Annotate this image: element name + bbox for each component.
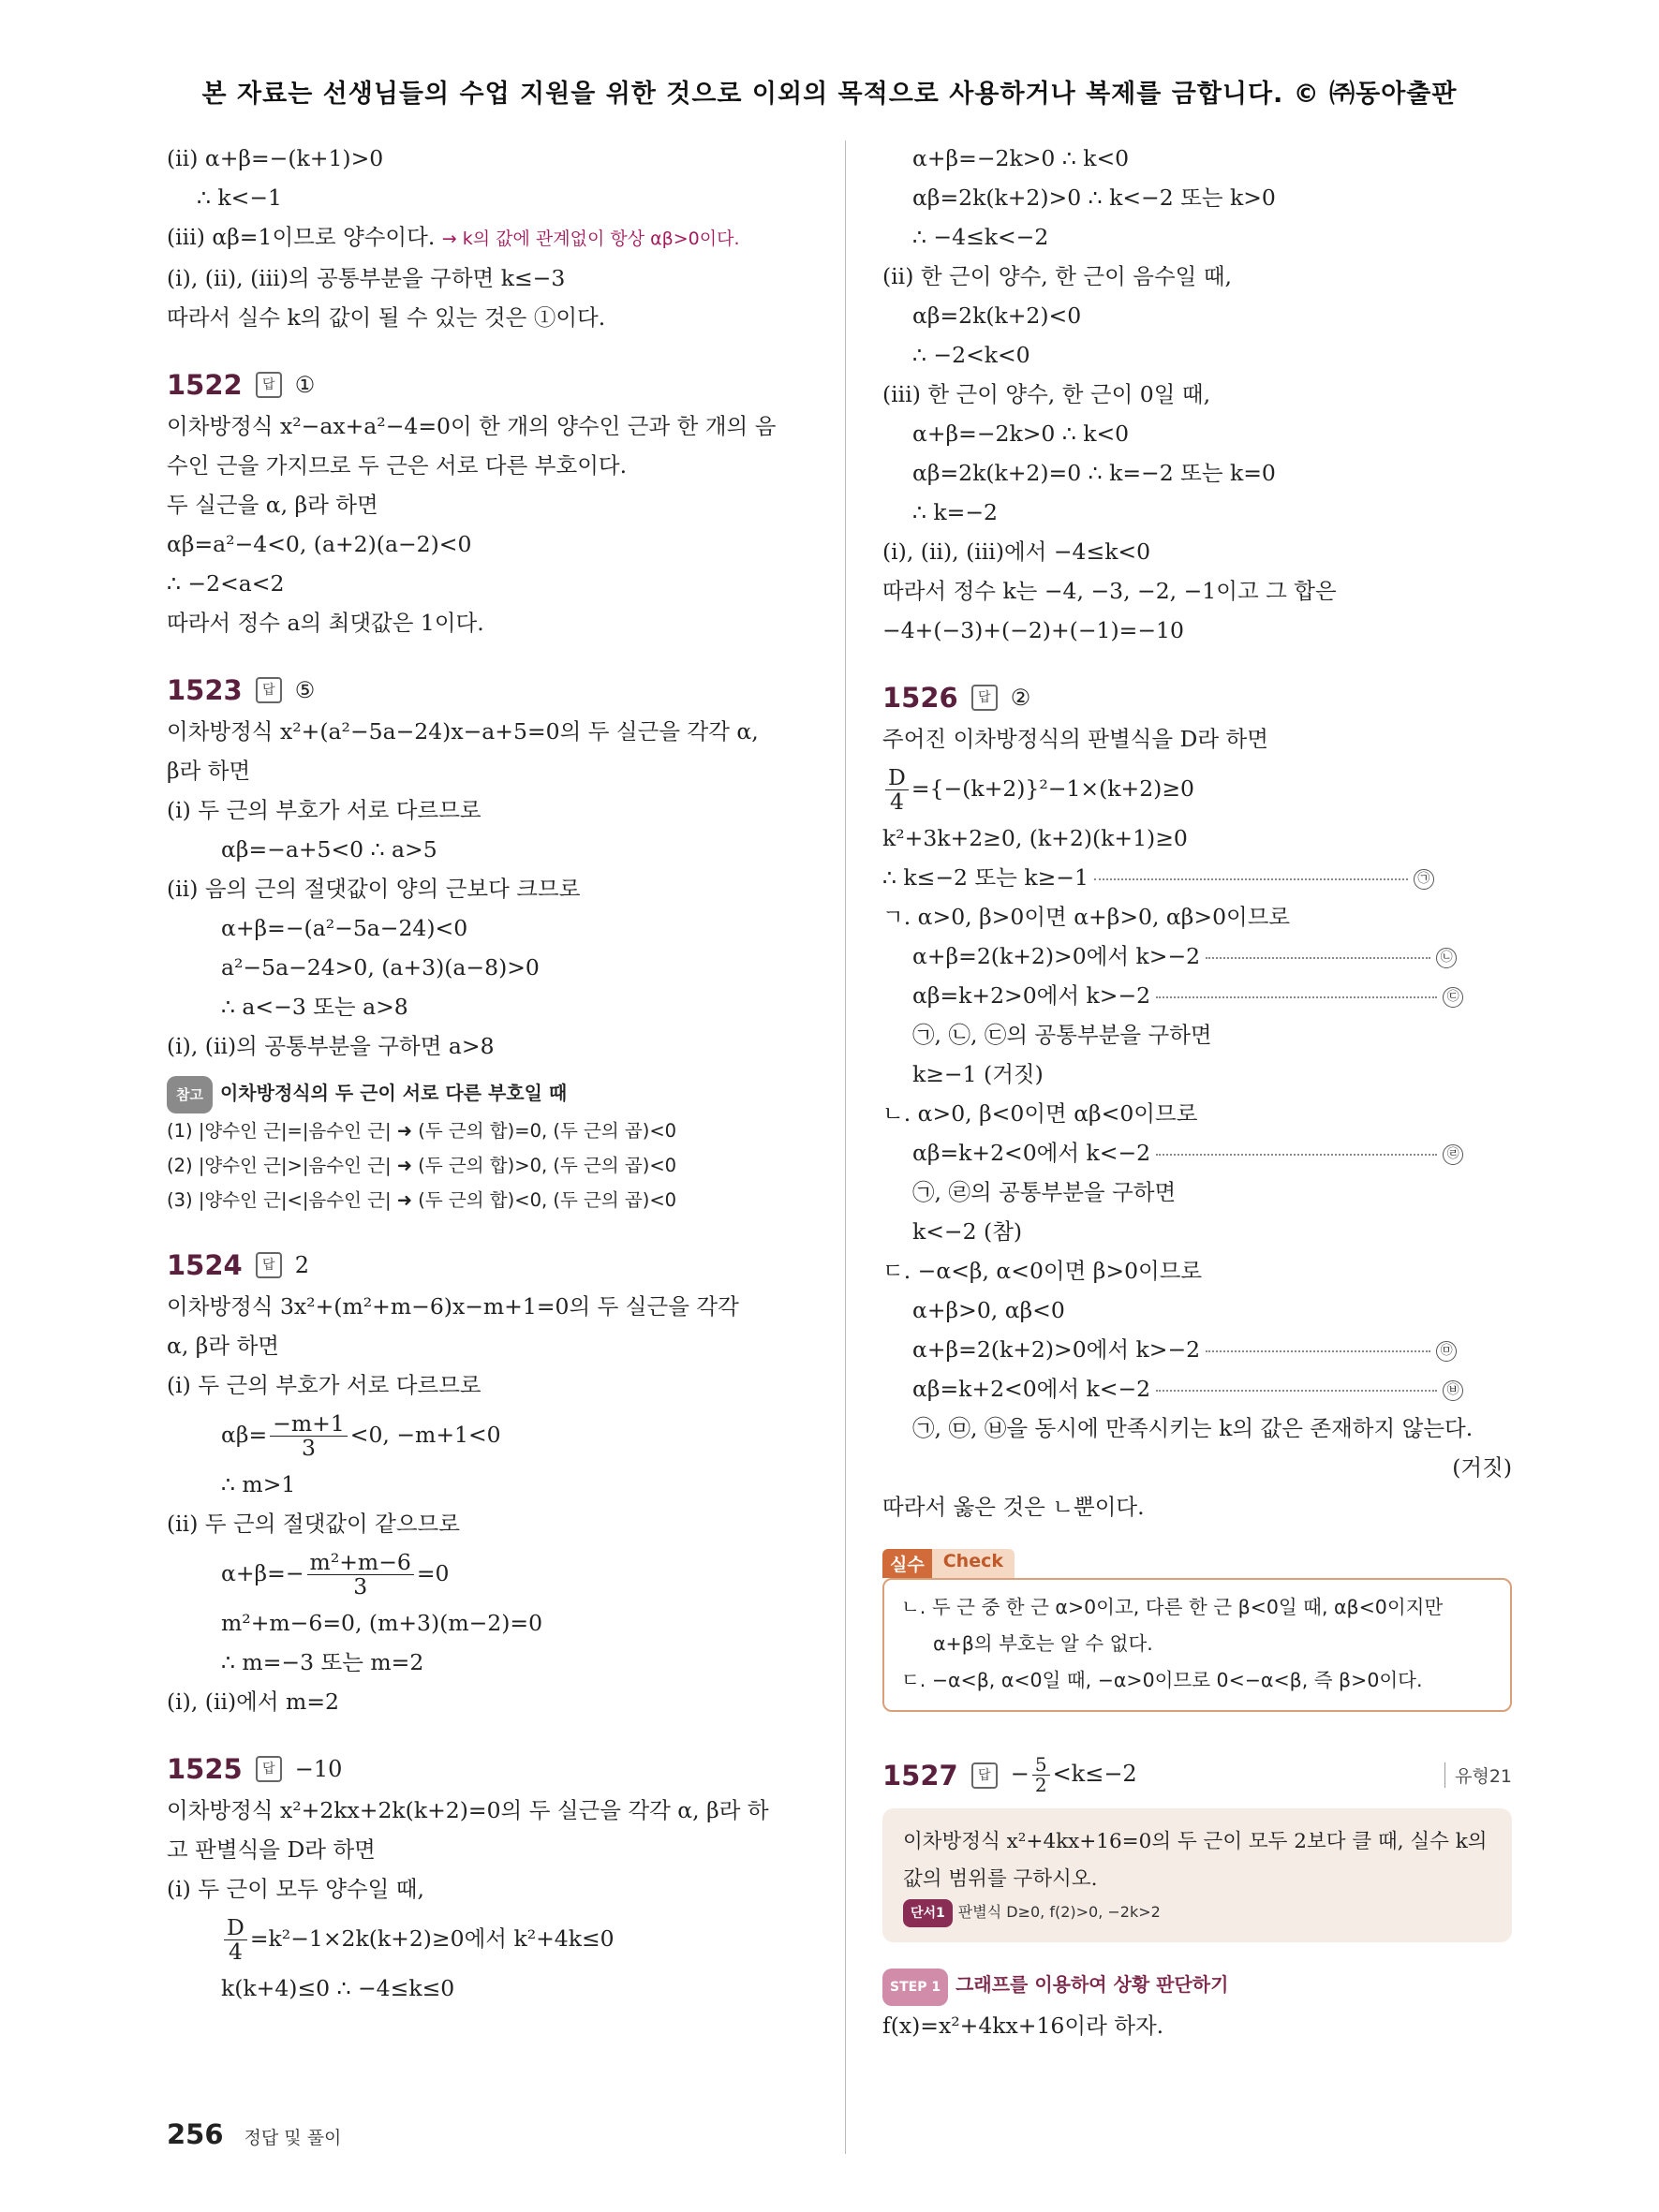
problem-header-1522 [167, 369, 813, 401]
question-line: 이차방정식 x²+4kx+16=0의 두 근이 모두 2보다 클 때, 실수 k의 [903, 1830, 1488, 1853]
text-line: 두 실근을 α, β라 하면 [167, 492, 378, 518]
expr: − [1010, 1761, 1029, 1787]
text-line: (i), (ii), (iii)의 공통부분을 구하면 k≤−3 [167, 265, 566, 291]
text-line: 고 판별식을 D라 하면 [167, 1836, 376, 1863]
text-line: (ii) α+β=−(k+1)>0 [167, 145, 384, 171]
text-line: (i) 두 근의 부호가 서로 다르므로 [167, 1372, 481, 1398]
text-line: ㄷ. −α<β, α<0이면 β>0이므로 [882, 1258, 1203, 1284]
numerator: D [224, 1916, 247, 1940]
text-line [882, 1330, 1512, 1369]
text-line: (i) 두 근이 모두 양수일 때, [167, 1876, 424, 1902]
text-line: 이차방정식 x²+2kx+2k(k+2)=0의 두 실근을 각각 α, β라 하 [167, 1797, 769, 1823]
text-line: 따라서 정수 k는 −4, −3, −2, −1이고 그 합은 [882, 578, 1337, 604]
circled-marker: ㉡ [1436, 948, 1457, 968]
step-title-text: 그래프를 이용하여 상황 판단하기 [955, 1973, 1229, 1996]
expr: =k²−1×2k(k+2)≥0에서 k²+4k≤0 [249, 1925, 615, 1952]
text-line: 수인 근을 가지므로 두 근은 서로 다른 부호이다. [167, 452, 628, 479]
denominator: 3 [353, 1573, 368, 1600]
answer-value: 2 [294, 1252, 309, 1278]
answer-icon: 답 [256, 1252, 282, 1278]
leader-dots [1094, 878, 1408, 880]
annotation-arrow-note: → k의 값에 관계없이 항상 αβ>0이다. [441, 229, 740, 249]
problem-header-1524 [167, 1249, 813, 1281]
fraction [885, 766, 909, 813]
expr: α+β=− [221, 1560, 304, 1586]
text-line: α+β=−2k>0 ∴ k<0 [912, 420, 1130, 447]
fraction-line [167, 1405, 813, 1465]
text-line: (ii) 음의 근의 절댓값이 양의 근보다 크므로 [167, 876, 581, 902]
denominator: 4 [228, 1939, 243, 1965]
text-line: ∴ −2<a<2 [167, 570, 285, 597]
text-line: −4+(−3)+(−2)+(−1)=−10 [882, 617, 1184, 643]
leader-dots [1206, 1350, 1430, 1352]
fraction-line [882, 759, 1512, 818]
expr: ={−(k+2)}²−1×(k+2)≥0 [911, 775, 1194, 802]
fraction [224, 1916, 247, 1963]
text-line: ∴ k<−1 [197, 184, 282, 211]
text-line: f(x)=x²+4kx+16이라 하자. [882, 2013, 1164, 2039]
text-line: (i) 두 근의 부호가 서로 다르므로 [167, 797, 481, 823]
text-line: α, β라 하면 [167, 1333, 279, 1359]
problem-box [882, 1808, 1512, 1942]
check-box [882, 1578, 1512, 1712]
denominator: 2 [1034, 1774, 1047, 1796]
circled-marker: ㉢ [1443, 987, 1463, 1008]
fraction [1032, 1755, 1050, 1795]
step-tag: STEP 1 [882, 1969, 948, 2006]
column-divider [845, 140, 846, 2154]
problem-header-1527 [882, 1755, 1512, 1795]
copyright-notice: 본 자료는 선생님들의 수업 지원을 위한 것으로 이외의 목적으로 사용하거나 복제를 금합니다. © ㈜동아출판 [201, 80, 1458, 109]
text-line: αβ=−a+5<0 ∴ a>5 [221, 836, 437, 863]
text-line: 따라서 실수 k의 값이 될 수 있는 것은 ①이다. [167, 304, 606, 331]
text-line: αβ=2k(k+2)>0 ∴ k<−2 또는 k>0 [912, 184, 1276, 211]
expr: α+β=2(k+2)>0에서 k>−2 [912, 1336, 1201, 1363]
expr: ∴ k≤−2 또는 k≥−1 [882, 864, 1089, 891]
circled-marker: ㉠ [1414, 869, 1434, 890]
text-line: β라 하면 [167, 758, 251, 784]
problem-number: 1525 [167, 1753, 243, 1785]
text-line: k≥−1 (거짓) [912, 1061, 1044, 1087]
check-header [882, 1549, 1512, 1578]
note-line: (2) |양수인 근|>|음수인 근| ➜ (두 근의 합)>0, (두 근의 곱)<0 [167, 1155, 677, 1176]
text-line: ∴ −2<k<0 [912, 342, 1030, 368]
answer-icon: 답 [256, 677, 282, 703]
numerator: −m+1 [270, 1412, 348, 1437]
fraction [270, 1412, 348, 1459]
question-line: 값의 범위를 구하시오. [903, 1867, 1098, 1891]
text-line: ∴ k=−2 [912, 499, 998, 525]
text-line: (ii) 한 근이 양수, 한 근이 음수일 때, [882, 263, 1233, 289]
text-line: (ii) 두 근의 절댓값이 같으므로 [167, 1511, 460, 1537]
expr: αβ=k+2<0에서 k<−2 [912, 1140, 1151, 1166]
text-line: ㉠, ㉣의 공통부분을 구하면 [912, 1179, 1177, 1205]
text-line [882, 936, 1512, 976]
numerator: D [885, 766, 909, 790]
leader-dots [1156, 1154, 1437, 1156]
expr: αβ=k+2<0에서 k<−2 [912, 1376, 1151, 1402]
problem-number: 1524 [167, 1249, 243, 1281]
text-line: k(k+4)≤0 ∴ −4≤k≤0 [221, 1975, 455, 2001]
text-line: k<−2 (참) [912, 1218, 1023, 1245]
text-line: a²−5a−24>0, (a+3)(a−8)>0 [221, 954, 540, 981]
circled-marker: ㉣ [1443, 1144, 1463, 1165]
denominator: 3 [301, 1435, 316, 1461]
text-line: α+β>0, αβ<0 [912, 1297, 1065, 1323]
problem-header-1525 [167, 1753, 813, 1785]
text-line: αβ=2k(k+2)<0 [912, 302, 1082, 329]
expr: <0, −m+1<0 [349, 1422, 501, 1448]
circled-marker: ㉤ [1436, 1341, 1457, 1362]
text-line: ㄱ. α>0, β>0이면 α+β>0, αβ>0이므로 [882, 904, 1291, 930]
text-line: ㄴ. α>0, β<0이면 αβ<0이므로 [882, 1100, 1198, 1127]
text-line: 이차방정식 x²+(a²−5a−24)x−a+5=0의 두 실근을 각각 α, [167, 718, 759, 745]
check-tag-label: Check [932, 1549, 1015, 1578]
text-line [882, 858, 1512, 897]
text-line: (iii) 한 근이 양수, 한 근이 0일 때, [882, 381, 1211, 407]
text-line: 따라서 정수 a의 최댓값은 1이다. [167, 610, 484, 636]
answer-icon: 답 [971, 685, 998, 711]
check-tag: 실수 [882, 1549, 932, 1578]
note-title [167, 1075, 813, 1113]
clue-tag: 단서1 [903, 1899, 953, 1927]
problem-number: 1523 [167, 674, 243, 706]
leader-dots [1156, 1390, 1437, 1392]
text-line: m²+m−6=0, (m+3)(m−2)=0 [221, 1610, 543, 1636]
text-line [882, 976, 1512, 1015]
problem-header-1523 [167, 674, 813, 706]
text-line: k²+3k+2≥0, (k+2)(k+1)≥0 [882, 825, 1188, 851]
problem-number: 1522 [167, 369, 243, 401]
answer-value: ⑤ [294, 677, 316, 703]
text-line: ∴ −4≤k<−2 [912, 224, 1049, 250]
text-line: ∴ m>1 [221, 1471, 296, 1497]
text-line: α+β=−2k>0 ∴ k<0 [912, 145, 1130, 171]
annotation-text: k의 값에 관계없이 항상 αβ>0이다. [462, 229, 740, 249]
text-line: 이차방정식 x²−ax+a²−4=0이 한 개의 양수인 근과 한 개의 음 [167, 413, 777, 439]
note-title-text: 이차방정식의 두 근이 서로 다른 부호일 때 [219, 1082, 568, 1104]
text-line [167, 217, 813, 258]
text-line: ∴ a<−3 또는 a>8 [221, 994, 408, 1020]
problem-header-1526 [882, 682, 1512, 714]
text-line: (거짓) [1452, 1454, 1512, 1481]
answer-value: ② [1010, 685, 1031, 711]
expr: α+β=2(k+2)>0에서 k>−2 [912, 943, 1201, 969]
expr: αβ=k+2>0에서 k>−2 [912, 982, 1151, 1009]
check-line: α+β의 부호는 알 수 없다. [933, 1632, 1153, 1655]
numerator: m²+m−6 [307, 1551, 414, 1575]
footer-label: 정답 및 풀이 [244, 2128, 342, 2148]
note-line: (3) |양수인 근|<|음수인 근| ➜ (두 근의 합)<0, (두 근의 곱)<0 [167, 1189, 677, 1211]
text-line: (i), (ii)에서 m=2 [167, 1688, 339, 1715]
page-footer [167, 2118, 341, 2150]
answer-value [1011, 1755, 1137, 1795]
answer-icon: 답 [971, 1762, 998, 1789]
step-title [882, 1967, 1512, 2006]
check-line: ㄴ. 두 근 중 한 근 α>0이고, 다른 한 근 β<0일 때, αβ<0이지만 [901, 1596, 1444, 1618]
text-line: ㉠, ㉡, ㉢의 공통부분을 구하면 [912, 1022, 1212, 1048]
fraction [307, 1551, 414, 1598]
answer-value: ① [294, 372, 316, 398]
text-line [882, 1369, 1512, 1408]
type-label: 유형21 [1444, 1762, 1512, 1788]
problem-number: 1526 [882, 682, 958, 714]
expr: =0 [416, 1560, 450, 1586]
fraction-line [167, 1909, 813, 1969]
denominator: 4 [889, 789, 904, 815]
page-number: 256 [167, 2118, 224, 2150]
circled-marker: ㉥ [1443, 1380, 1463, 1401]
expr: <k≤−2 [1052, 1761, 1137, 1787]
answer-icon: 답 [256, 1756, 282, 1782]
note-tag: 참고 [167, 1076, 213, 1113]
right-column [882, 139, 1512, 2045]
text-line: 주어진 이차방정식의 판별식을 D라 하면 [882, 726, 1268, 752]
note-line: (1) |양수인 근|=|음수인 근| ➜ (두 근의 합)=0, (두 근의 곱)<0 [167, 1120, 677, 1142]
leader-dots [1156, 996, 1437, 998]
numerator: 5 [1032, 1755, 1050, 1776]
clue-text: 판별식 D≥0, f(2)>0, −2k>2 [957, 1903, 1161, 1921]
check-line: ㄷ. −α<β, α<0일 때, −α>0이므로 0<−α<β, 즉 β>0이다. [901, 1669, 1423, 1691]
text-line: (i), (ii), (iii)에서 −4≤k<0 [882, 538, 1151, 565]
left-column [167, 139, 813, 2008]
text-line: (i), (ii)의 공통부분을 구하면 a>8 [167, 1033, 495, 1059]
text-line: ㉠, ㉤, ㉥을 동시에 만족시키는 k의 값은 존재하지 않는다. [912, 1415, 1474, 1441]
text-line: αβ=2k(k+2)=0 ∴ k=−2 또는 k=0 [912, 460, 1276, 486]
text-line-main: (iii) αβ=1이므로 양수이다. [167, 224, 436, 250]
fraction-line [167, 1543, 813, 1603]
text-line: α+β=−(a²−5a−24)<0 [221, 915, 468, 941]
text-line: ∴ m=−3 또는 m=2 [221, 1649, 424, 1675]
answer-value: −10 [294, 1756, 343, 1782]
text-line [882, 1133, 1512, 1172]
text-line: 이차방정식 3x²+(m²+m−6)x−m+1=0의 두 실근을 각각 [167, 1293, 739, 1320]
leader-dots [1206, 957, 1430, 959]
clue-line [903, 1898, 1491, 1927]
problem-number: 1527 [882, 1759, 958, 1792]
text-line: αβ=a²−4<0, (a+2)(a−2)<0 [167, 531, 472, 557]
expr: αβ= [221, 1422, 268, 1448]
answer-icon: 답 [256, 372, 282, 398]
text-line: 따라서 옳은 것은 ㄴ뿐이다. [882, 1494, 1145, 1520]
